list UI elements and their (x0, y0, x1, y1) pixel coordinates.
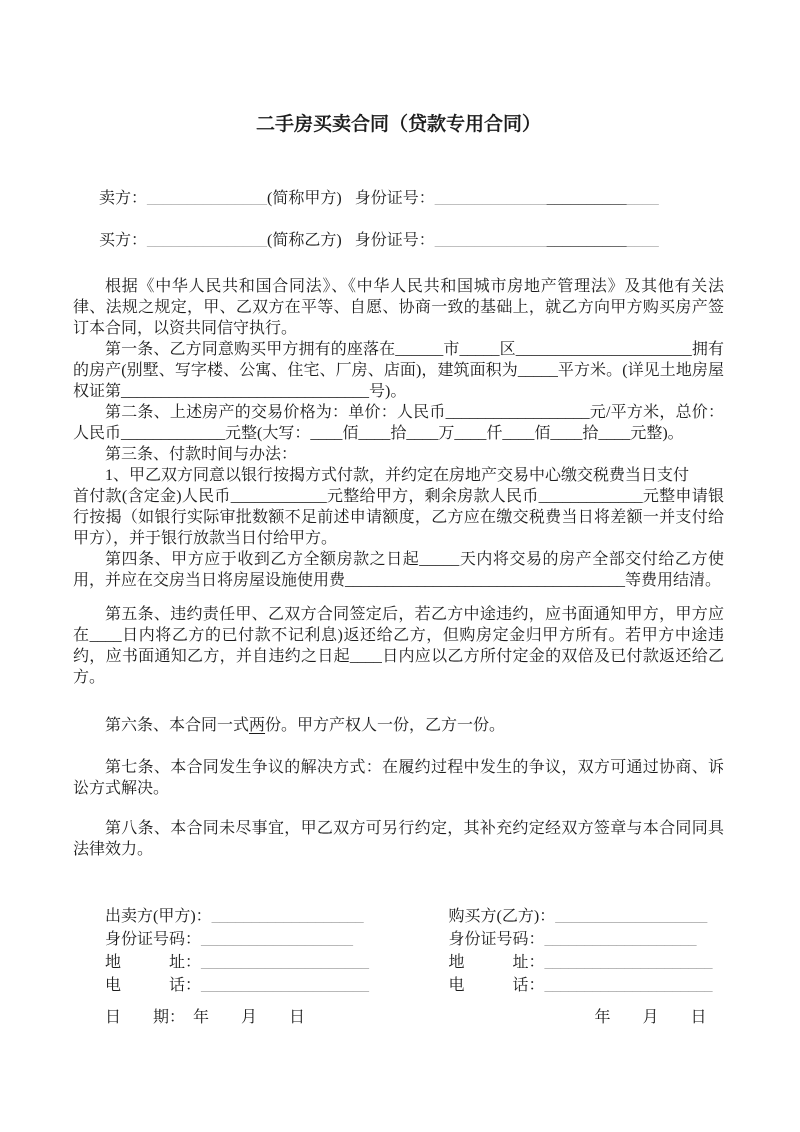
buyer-id-label: 身份证号： (354, 232, 435, 249)
clause-2: 第二条、上述房产的交易价格为：单价：人民币__________________元/平方米，总价：人民币_____________元整(大写：____佰____拾____万____仟____佰____拾____元整)。 (73, 404, 724, 442)
buyer-sign-address-blank: _____________________ (544, 954, 713, 971)
seller-sign-address-blank: _____________________ (201, 954, 370, 971)
seller-sign-id-row (105, 928, 425, 951)
seller-sign-phone-row (105, 974, 425, 997)
seller-id-blank-a: ______________ (434, 190, 547, 207)
seller-sign-phone-label: 电 话： (105, 977, 202, 994)
buyer-alias: (简称乙方) (267, 232, 342, 249)
signature-block (73, 905, 724, 1029)
seller-alias: (简称甲方) (267, 190, 342, 207)
buyer-sign-address-row (449, 951, 724, 974)
buyer-sign-name-blank: ___________________ (555, 908, 708, 925)
seller-id-label: 身份证号： (354, 190, 435, 207)
buyer-sign-id-row (449, 928, 724, 951)
seller-sign-name-label: 出卖方(甲方)： (105, 908, 212, 925)
buyer-name-blank: _______________ (147, 232, 268, 249)
clause-5: 第五条、违约责任甲、乙双方合同签定后，若乙方中途违约，应书面通知甲方，甲方应在____日内将乙方的已付款不记利息)返还给乙方，但购房定金归甲方所有。若甲方中途违约，应书面通知乙方，并自违约之日起____日内应以乙方所付定金的双倍及已付款返还给乙方。 (73, 606, 724, 686)
clause-8: 第八条、本合同未尽事宜，甲乙双方可另行约定，其补充约定经双方签章与本合同同具法律效力。 (73, 820, 724, 858)
buyer-signature-column (449, 905, 724, 1029)
buyer-sign-name-row (449, 905, 724, 928)
seller-sign-id-blank: ___________________ (201, 931, 354, 948)
clause-3-item-1 (73, 465, 724, 549)
clause-6-underlined-word: 两 (249, 717, 266, 734)
buyer-label: 买方： (99, 232, 148, 249)
seller-id-blank-b: __________ (546, 190, 627, 207)
clause-7: 第七条、本合同发生争议的解决方式：在履约过程中发生的争议，双方可通过协商、诉讼方式解决。 (73, 759, 724, 797)
buyer-sign-phone-blank: _____________________ (544, 977, 713, 994)
buyer-sign-id-blank: ___________________ (544, 931, 697, 948)
buyer-sign-phone-label: 电 话： (448, 977, 545, 994)
seller-label: 卖方： (99, 190, 148, 207)
clause-6 (73, 715, 724, 736)
clause-6-post: 份。甲方产权人一份，乙方一份。 (265, 717, 506, 734)
buyer-sign-name-label: 购买方(乙方)： (448, 908, 556, 925)
seller-id-blank-c: ____ (626, 190, 659, 207)
seller-sign-name-blank: ___________________ (211, 908, 364, 925)
buyer-sign-phone-row (449, 974, 724, 997)
page-title: 二手房买卖合同（贷款专用合同） (255, 114, 541, 135)
buyer-date-line: 年 月 日 (594, 1009, 707, 1026)
buyer-sign-address-label: 地 址： (448, 954, 545, 971)
buyer-id-blank-a: ______________ (434, 232, 547, 249)
clause-4: 第四条、甲方应于收到乙方全额房款之日起_____天内将交易的房产全部交付给乙方使用，并应在交房当日将房屋设施使用费___________________________________等费用结清。 (73, 551, 724, 589)
seller-signature-column (105, 905, 425, 1029)
seller-date-line: 日 期： 年 月 日 (105, 1009, 306, 1026)
seller-name-blank: _______________ (147, 190, 268, 207)
seller-sign-address-row (105, 951, 425, 974)
buyer-id-blank-b: __________ (546, 232, 627, 249)
contract-body (73, 276, 724, 860)
seller-sign-address-label: 地 址： (105, 954, 202, 971)
clause-3-item-1-rest: 首付款(含定金)人民币____________元整给甲方，剩余房款人民币_____________元整申请银行按揭（如银行实际审批数额不足前述申请额度，乙方应在缴交税费当日将差额一并支付给甲方），并于银行放款当日付给甲方。 (73, 488, 724, 547)
buyer-row (73, 230, 724, 252)
clause-1: 第一条、乙方同意购买甲方拥有的座落在______市_____区______________________拥有的房产(别墅、写字楼、公寓、住宅、厂房、店面)，建筑面积为_____平方米。(详见土地房屋权证第_______________________________号)。 (73, 341, 724, 400)
seller-sign-phone-blank: _____________________ (201, 977, 370, 994)
preamble-paragraph: 根据《中华人民共和国合同法》、《中华人民共和国城市房地产管理法》及其他有关法律、法规之规定，甲、乙双方在平等、自愿、协商一致的基础上，就乙方向甲方购买房产签订本合同，以资共同信守执行。 (73, 278, 724, 337)
seller-row (73, 188, 724, 210)
clause-3-heading: 第三条、付款时间与办法： (105, 446, 298, 463)
buyer-id-blank-c: ____ (626, 232, 659, 249)
buyer-sign-id-label: 身份证号码： (448, 931, 545, 948)
clause-6-pre: 第六条、本合同一式 (105, 717, 250, 734)
seller-sign-id-label: 身份证号码： (105, 931, 202, 948)
clause-3-item-1-line-1: 1、甲乙双方同意以银行按揭方式付款，并约定在房地产交易中心缴交税费当日支付 (105, 467, 690, 484)
seller-sign-name-row (105, 905, 425, 928)
